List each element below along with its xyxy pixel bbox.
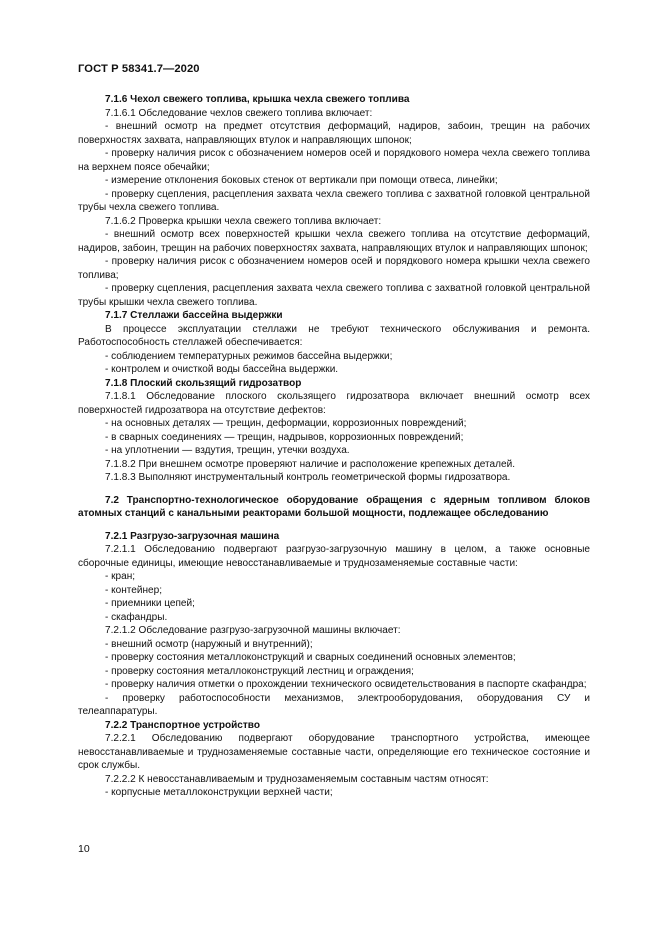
body-paragraph: 7.2.2.2 К невосстанавливаемым и труднозаменяемым составным частям относят: (105, 773, 489, 785)
body-paragraph: - проверку наличия отметки о прохождении технического освидетельствования в паспорте скафандра; (105, 679, 587, 690)
body-paragraph: 7.1.8.1 Обследование плоского скользящего гидрозатвора включает внешний осмотр всех поверхностей гидрозатвора на отсутствие дефектов: (78, 391, 590, 416)
section-heading: 7.1.7 Стеллажи бассейна выдержки (105, 310, 283, 321)
body-paragraph: - в сварных соединениях — трещин, надрывов, коррозионных повреждений; (105, 431, 464, 443)
body-paragraph: - внешний осмотр всех поверхностей крышки чехла свежего топлива на отсутствие деформаций, надиров, забоин, трещин на рабочих поверхностях захвата, направляющих втулок и направляющих шпонок; (78, 229, 590, 254)
body-paragraph: - скафандры. (105, 611, 168, 623)
body-paragraph: - проверку наличия рисок с обозначением номеров осей и порядкового номера чехла свежего топлива на верхнем поясе обечайки; (78, 148, 590, 173)
body-paragraph: В процессе эксплуатации стеллажи не требуют технического обслуживания и ремонта. Работоспособность стеллажей обеспечивается: (78, 323, 590, 348)
body-paragraph: - проверку сцепления, расцепления захвата чехла свежего топлива с захватной головкой центральной трубы крышки чехла свежего топлива. (78, 283, 590, 308)
body-paragraph: - проверку сцепления, расцепления захвата чехла свежего топлива с захватной головкой центральной трубы чехла свежего топлива. (78, 188, 590, 213)
section-heading: 7.2.1 Разгрузо-загрузочная машина (105, 530, 280, 542)
body-paragraph: - контейнер; (105, 584, 162, 596)
body-paragraph: - проверку состояния металлоконструкций и сварных соединений основных элементов; (105, 652, 516, 663)
body-paragraph: 7.2.1.2 Обследование разгрузо-загрузочной машины включает: (105, 625, 401, 636)
body-paragraph: - проверку работоспособности механизмов, электрооборудования, оборудования СУ и телеаппаратуры. (78, 692, 590, 717)
body-paragraph: - кран; (105, 571, 136, 582)
body-paragraph: - проверку состояния металлоконструкций лестниц и ограждения; (105, 665, 414, 677)
document-body (78, 93, 590, 800)
body-paragraph: - на уплотнении — вздутия, трещин, утечки воздуха. (105, 445, 350, 456)
body-paragraph: - контролем и очисткой воды бассейна выдержки. (105, 364, 339, 375)
body-paragraph: - внешний осмотр на предмет отсутствия деформаций, надиров, забоин, трещин на рабочих поверхностях захвата, направляющих втулок и направляющих шпонок; (78, 121, 590, 146)
body-paragraph: - внешний осмотр (наружный и внутренний); (105, 638, 313, 650)
page-number: 10 (78, 843, 90, 855)
section-heading-main: 7.2 Транспортно-технологическое оборудование обращения с ядерным топливом блоков атомных станций с канальными реакторами большой мощности, подлежащее обследованию (78, 494, 590, 519)
body-paragraph: 7.1.6.2 Проверка крышки чехла свежего топлива включает: (105, 215, 382, 227)
document-header: ГОСТ Р 58341.7—2020 (78, 63, 200, 75)
body-paragraph: 7.1.6.1 Обследование чехлов свежего топлива включает: (105, 107, 373, 119)
section-heading: 7.2.2 Транспортное устройство (105, 719, 260, 731)
body-paragraph: 7.1.8.3 Выполняют инструментальный контроль геометрической формы гидрозатвора. (105, 472, 511, 483)
body-paragraph: - на основных деталях — трещин, деформации, коррозионных повреждений; (105, 418, 467, 429)
section-spacer (78, 485, 590, 494)
body-paragraph: - проверку наличия рисок с обозначением номеров осей и порядкового номера крышки чехла свежего топлива; (78, 256, 590, 281)
section-heading: 7.1.8 Плоский скользящий гидрозатвор (105, 377, 302, 389)
body-paragraph: - корпусные металлоконструкции верхней части; (105, 787, 333, 798)
body-paragraph: 7.2.2.1 Обследованию подвергают оборудование транспортного устройства, имеющее невосстанавливаемые и труднозаменяемые составные части, определяющие его техническое состояние и срок службы. (78, 733, 590, 771)
body-paragraph: 7.2.1.1 Обследованию подвергают разгрузо-загрузочную машину в целом, а также основные сборочные единицы, имеющие невосстанавливаемые и труднозаменяемые составные части: (78, 544, 590, 569)
section-spacer (78, 521, 590, 530)
body-paragraph: 7.1.8.2 При внешнем осмотре проверяют наличие и расположение крепежных деталей. (105, 458, 515, 470)
body-paragraph: - соблюдением температурных режимов бассейна выдержки; (105, 350, 393, 362)
body-paragraph: - измерение отклонения боковых стенок от вертикали при помощи отвеса, линейки; (105, 175, 498, 186)
section-heading: 7.1.6 Чехол свежего топлива, крышка чехла свежего топлива (105, 94, 410, 105)
body-paragraph: - приемники цепей; (105, 598, 195, 609)
